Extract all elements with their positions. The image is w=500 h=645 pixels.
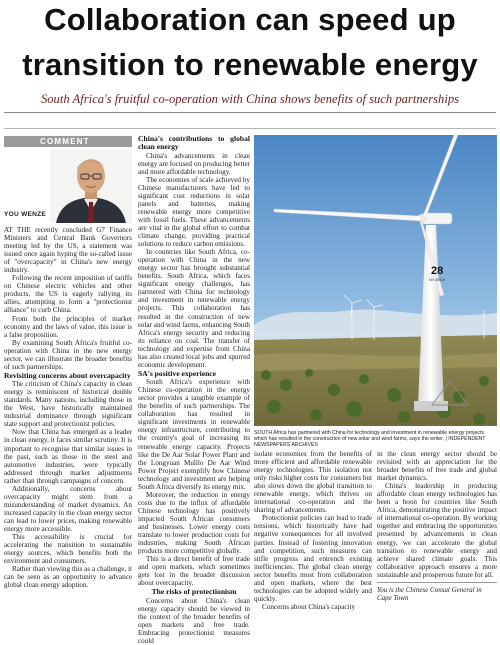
author-portrait bbox=[50, 149, 132, 223]
subheadline: South Africa's fruitful co-operation with China shows benefits of such partnerships bbox=[40, 92, 460, 106]
wind-farm-photo bbox=[254, 135, 497, 426]
paragraph: Concerns about China's capacity bbox=[262, 602, 356, 611]
paragraph: The economies of scale achieved by Chinese manufacturers have led to significant cost reductions in solar panels and batteries, making renewable energy more competitive with fossil fuels. These advancements are vital in the global effort to combat climate change, providing practical solutions to reduce carbon emissions. bbox=[138, 175, 250, 249]
paragraph: By examining South Africa's fruitful co-operation with China in the new energy sector, we can illustrate the broader benefits of such partnerships. bbox=[4, 338, 132, 371]
paragraph: China's advancements in clean energy are focused on producing better and more affordable technology. bbox=[138, 151, 250, 176]
caption-text: SOUTH Africa has partnered with China for technology and investment in renewable energy projects which has resulted in the construction of new solar and wind farms, says the writer. bbox=[254, 430, 485, 443]
paragraph: isolate economies from the benefits of more efficient and affordable renewable energy technologies. This isolation not only risks higher costs for consumers but also slows down the global transition to renewable energy, which thrives on international co-operation and the sharing of advancements. bbox=[254, 450, 372, 515]
subheading: SA's positive experience bbox=[138, 368, 217, 378]
paragraph: The criticism of China's capacity in clean energy is reminiscent of historical double standards. Many nations, including those in the West, have historically maintained industrial dominance through significant state support and protectionist policies. bbox=[4, 380, 132, 429]
paragraph: Following the recent imposition of tariffs on Chinese electric vehicles and other products, the US is eagerly rallying its allies, attempting to form a "protectionist alliance" to curb China. bbox=[4, 274, 132, 315]
headline-line-1: Collaboration can speed up bbox=[44, 2, 456, 37]
paragraph: In countries like South Africa, co-operation with China in the new energy sector has brought substantial benefits. South Africa, which faces significant energy challenges, has partnered with China for technology and investment in renewable energy projects. This collaboration has resulted in the construction of new solar and wind farms, enhancing South Africa's energy security and reducing its reliance on coal. The transfer of technology and expertise from China has also created local jobs and spurred economic development. bbox=[138, 248, 250, 369]
paragraph: Moreover, the reduction in energy costs due to the influx of affordable Chinese technology has positively impacted South African consumers and businesses. Lower energy costs translate to lower production costs for industries, making South African products more competitive globally. bbox=[138, 490, 250, 556]
paragraph: This is a direct benefit of free trade and open markets, which sometimes gets lost in the broader discussion about overcapacity. bbox=[138, 555, 250, 588]
column-3 bbox=[254, 450, 372, 611]
paragraph: China's leadership in producing affordable clean energy technologies has been a boon for countries like South Africa, demonstrating the positive impact of international co-operation. By working together and embracing the opportunities presented by advancements in clean energy, we can accelerate the global transition to renewable energy and achieve shared climate goals. This collaborative approach ensures a more sustainable and prosperous future for all. bbox=[377, 482, 497, 579]
top-rule bbox=[4, 112, 496, 113]
subheading: China's contributions to global clean energy bbox=[138, 134, 250, 152]
column-4 bbox=[377, 450, 497, 579]
paragraph: AT THE recently concluded G7 Finance Ministers and Central Bank Governors meeting led by the US, a statement was issued once again hyping the so-called issue of "overcapacity" in China's new energy industry. bbox=[4, 226, 132, 275]
headline-line-2: transition to renewable energy bbox=[22, 47, 478, 82]
byline: YOU WENZE bbox=[4, 211, 47, 218]
column-1 bbox=[4, 226, 132, 589]
paragraph: Protectionist policies can lead to trade tensions, which historically have had negative consequences for all involved parties. Instead of fostering innovation and competition, such measures can stifle progress and entrench existing inefficiencies. The global clean energy sector benefits most from collaboration and open markets, where the best technologies can be adopted widely and quickly. bbox=[254, 514, 372, 603]
paragraph: Now that China has emerged as a leader in clean energy, it faces similar scrutiny. It is important to recognise that similar issues in the past, such as those in the steel and automotive industries, were typically addressed through market adjustments rather than through campaigns of concern. bbox=[4, 428, 132, 485]
paragraph: Additionally, concerns about overcapacity might stem from a misunderstanding of market dynamics. An increased capacity in the clean energy sector can lead to lower prices, making renewable energy more accessible. bbox=[4, 484, 132, 533]
paragraph: Concerns about China's clean energy capacity should be viewed in the context of the broader benefits of open markets and free trade. Embracing protectionist measures could bbox=[138, 596, 250, 645]
subheading: Revisiting concerns about overcapacity bbox=[4, 370, 131, 380]
turbine-small-text: MV 45516 bbox=[429, 278, 445, 282]
paragraph: Rather than viewing this as a challenge, it can be seen as an opportunity to advance global clean energy adoption. bbox=[4, 565, 132, 590]
second-rule bbox=[4, 128, 496, 129]
column-2 bbox=[138, 134, 250, 645]
section-label: COMMENT bbox=[4, 136, 132, 147]
author-bio: You is the Chinese Consul General in Cape Town bbox=[377, 582, 497, 602]
headline bbox=[0, 2, 500, 82]
subheading: The risks of protectionism bbox=[151, 587, 237, 597]
photo-caption bbox=[254, 430, 497, 449]
photo-credit: | INDEPENDENT NEWSPAPERS ARCHIVES bbox=[254, 436, 486, 449]
paragraph: From both the principles of market economy and the laws of value, this issue is a false proposition. bbox=[4, 314, 132, 339]
turbine-number: 28 bbox=[431, 265, 444, 277]
paragraph: in the clean energy sector should be revisited with an appreciation for the broader benefits of free trade and global market dynamics. bbox=[377, 450, 497, 483]
paragraph: This accessibility is crucial for accelerating the transition to sustainable energy sources, which benefits both the environment and consumers. bbox=[4, 533, 132, 566]
paragraph: South Africa's experience with Chinese co-operation in the energy sector provides a tangible example of the benefits of such partnerships. The collaboration has resulted in significant investments in renewable energy infrastructure, contributing to the country's goal of increasing its renewable energy capacity. Projects like the De Aar Solar Power Plant and the Longyuan Mulilo De Aar Wind Power Project exemplify how Chinese technology and investment are helping South Africa diversify its energy mix. bbox=[138, 378, 250, 491]
